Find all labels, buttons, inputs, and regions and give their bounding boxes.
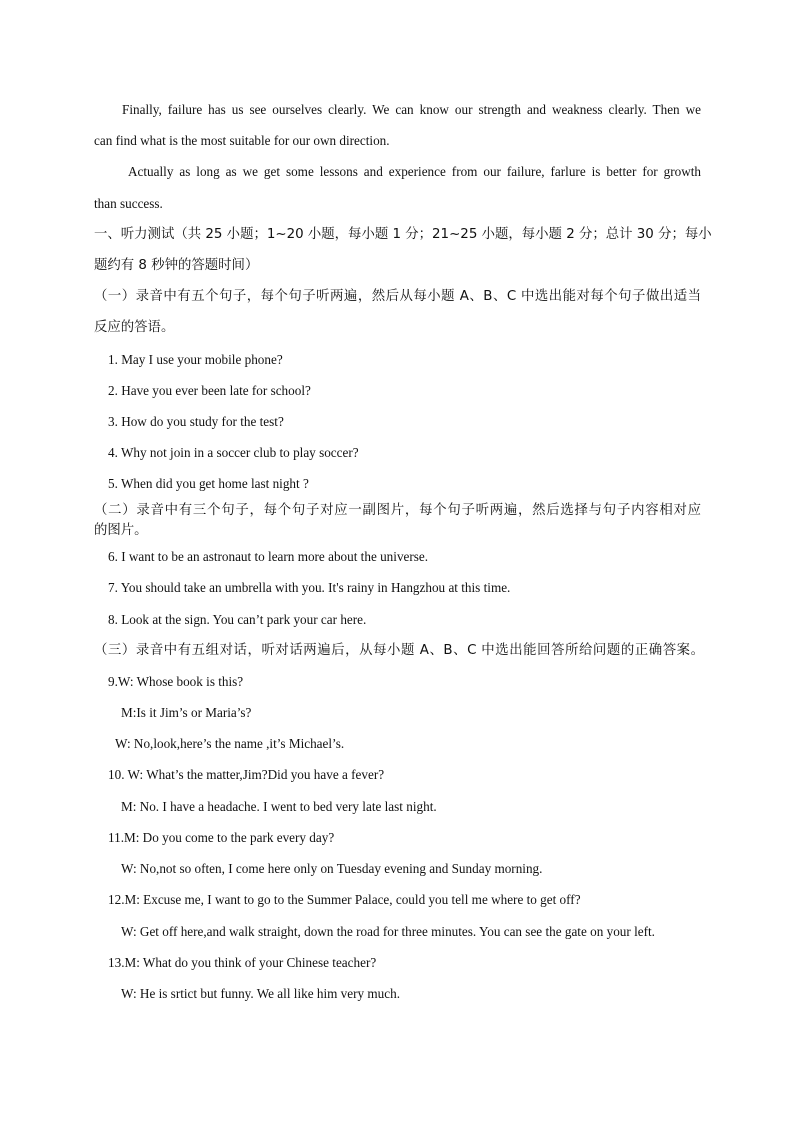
part3-instruction: （三）录音中有五组对话，听对话两遍后，从每小题 A、B、C 中选出能回答所给问题的正确答案。	[94, 643, 704, 658]
section-title-line-1: 一、听力测试（共 25 小题；1~20 小题，每小题 1 分；21~25 小题，每小题 2 分；总计 30 分；每小	[94, 227, 712, 242]
dialogue-13-w: W: He is srtict but funny. We all like him very much.	[121, 986, 400, 1001]
dialogue-10-w: 10. W: What’s the matter,Jim?Did you have a fever?	[108, 767, 385, 782]
essay-paragraph-1-line-1: Finally, failure has us see ourselves clearly. We can know our strength and weakness clearly. Then we	[122, 102, 701, 117]
question-5: 5. When did you get home last night ?	[108, 476, 309, 491]
part1-instruction-line-2: 反应的答语。	[94, 320, 175, 335]
question-8: 8. Look at the sign. You can’t park your car here.	[108, 612, 367, 627]
essay-paragraph-1-line-2: can find what is the most suitable for our own direction.	[94, 133, 390, 148]
dialogue-13-m: 13.M: What do you think of your Chinese teacher?	[108, 955, 377, 970]
essay-paragraph-2-line-1: Actually as long as we get some lessons and experience from our failure, farlure is better for growth	[128, 164, 701, 179]
question-1: 1. May I use your mobile phone?	[108, 352, 283, 367]
question-2: 2. Have you ever been late for school?	[108, 383, 311, 398]
question-3: 3. How do you study for the test?	[108, 414, 284, 429]
section-title-line-2: 题约有 8 秒钟的答题时间）	[94, 258, 259, 273]
question-4: 4. Why not join in a soccer club to play soccer?	[108, 445, 359, 460]
dialogue-9-m: M:Is it Jim’s or Maria’s?	[121, 705, 252, 720]
part2-instruction-line-1: （二）录音中有三个句子，每个句子对应一副图片，每个句子听两遍，然后选择与句子内容相对应	[94, 503, 701, 518]
part1-instruction-line-1: （一）录音中有五个句子，每个句子听两遍，然后从每小题 A、B、C 中选出能对每个句子做出适当	[94, 289, 701, 304]
dialogue-9-w2: W: No,look,here’s the name ,it’s Michael’s.	[115, 736, 345, 751]
question-7: 7. You should take an umbrella with you. It's rainy in Hangzhou at this time.	[108, 580, 511, 595]
part2-instruction-line-2: 的图片。	[94, 523, 148, 538]
dialogue-9-w: 9.W: Whose book is this?	[108, 674, 244, 689]
dialogue-12-m: 12.M: Excuse me, I want to go to the Summer Palace, could you tell me where to get off?	[108, 892, 581, 907]
essay-paragraph-2-line-2: than success.	[94, 196, 163, 211]
dialogue-10-m: M: No. I have a headache. I went to bed very late last night.	[121, 799, 437, 814]
dialogue-12-w: W: Get off here,and walk straight, down the road for three minutes. You can see the gate on your left.	[121, 924, 655, 939]
dialogue-11-w: W: No,not so often, I come here only on Tuesday evening and Sunday morning.	[121, 861, 543, 876]
question-6: 6. I want to be an astronaut to learn more about the universe.	[108, 549, 429, 564]
dialogue-11-m: 11.M: Do you come to the park every day?	[108, 830, 335, 845]
